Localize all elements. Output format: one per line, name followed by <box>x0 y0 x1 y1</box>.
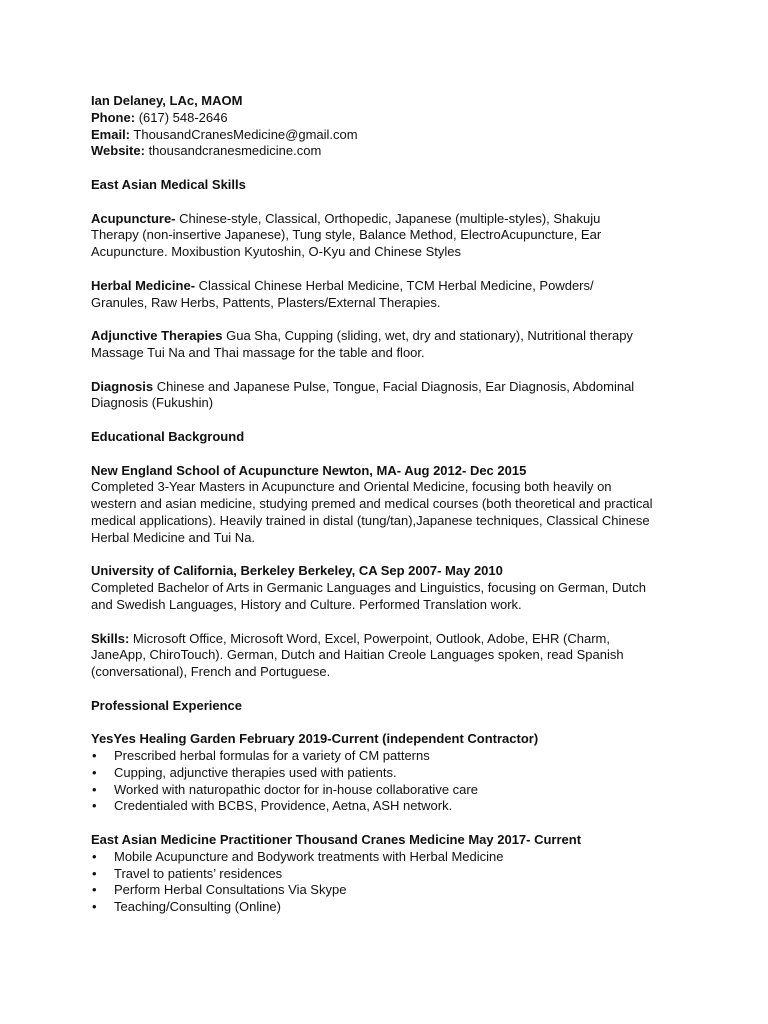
spacer <box>91 160 691 177</box>
list-item <box>91 899 691 916</box>
acupuncture-paragraph <box>91 211 651 261</box>
spacer <box>91 714 691 731</box>
website-line <box>91 143 691 160</box>
job-1-duties <box>91 748 691 815</box>
computer-skills-text: Microsoft Office, Microsoft Word, Excel, Powerpoint, Outlook, Adobe, EHR (Charm, JaneApp, ChiroTouch). German, Dutch and Haitian Creole Languages spoken, read Spanish (conversational), French and Portuguese. <box>91 630 624 680</box>
acupuncture-text: Chinese-style, Classical, Orthopedic, Japanese (multiple-styles), Shakuju Therapy (non-insertive Japanese), Tung style, Balance Method, ElectroAcupuncture, Ear Acupuncture. Moxibustion Kyutoshin, O-Kyu and Chinese Styles <box>91 210 602 260</box>
job-2-duties <box>91 849 691 916</box>
website-label: Website: <box>91 143 145 159</box>
spacer <box>91 194 691 211</box>
bullet-icon: • <box>92 748 97 764</box>
herbal-paragraph <box>91 278 636 312</box>
job-1-title: YesYes Healing Garden February 2019-Current (independent Contractor) <box>91 731 539 747</box>
email-label: Email: <box>91 126 131 142</box>
spacer <box>91 261 691 278</box>
job-1-duty: Prescribed herbal formulas for a variety of CM patterns <box>114 748 430 764</box>
spacer <box>91 815 691 832</box>
list-item <box>91 748 691 765</box>
school-1-description: Completed 3-Year Masters in Acupuncture and Oriental Medicine, focusing both heavily on western and asian medicine, studying premed and medical courses (both theoretical and practical medical applications). Heavily trained in distal (tung/tan),Japanese techniques, Classical Chinese Herbal Medicine and Tui Na. <box>91 479 653 545</box>
spacer <box>91 614 691 631</box>
adjunctive-label: Adjunctive Therapies <box>91 328 223 344</box>
education-heading: Educational Background <box>91 428 245 444</box>
adjunctive-text: Gua Sha, Cupping (sliding, wet, dry and stationary), Nutritional therapy Massage Tui Na and Thai massage for the table and floor. <box>91 328 633 360</box>
school-2-description: Completed Bachelor of Arts in Germanic Languages and Linguistics, focusing on German, Dutch and Swedish Languages, History and Culture. Performed Translation work. <box>91 580 646 612</box>
phone-label: Phone: <box>91 109 136 125</box>
list-item <box>91 866 691 883</box>
job-1-duty: Worked with naturopathic doctor for in-house collaborative care <box>114 781 478 797</box>
job-2-duty: Mobile Acupuncture and Bodywork treatments with Herbal Medicine <box>114 848 504 864</box>
list-item <box>91 798 691 815</box>
job-2-duty: Perform Herbal Consultations Via Skype <box>114 882 347 898</box>
resume-name: Ian Delaney, LAc, MAOM <box>91 93 243 108</box>
diagnosis-label: Diagnosis <box>91 378 154 394</box>
diagnosis-paragraph <box>91 379 681 413</box>
bullet-icon: • <box>92 781 97 797</box>
diagnosis-text: Chinese and Japanese Pulse, Tongue, Facial Diagnosis, Ear Diagnosis, Abdominal Diagnosis (Fukushin) <box>91 378 635 411</box>
school-2-title: University of California, Berkeley Berkeley, CA Sep 2007- May 2010 <box>91 563 503 579</box>
spacer <box>91 362 691 379</box>
job-2-duty: Travel to patients’ residences <box>114 865 283 881</box>
website-value: thousandcranesmedicine.com <box>148 143 322 159</box>
email-line <box>91 127 691 144</box>
school-1-title: New England School of Acupuncture Newton, MA- Aug 2012- Dec 2015 <box>91 462 527 478</box>
spacer <box>91 681 691 698</box>
list-item <box>91 882 691 899</box>
phone-value: (617) 548-2646 <box>138 109 228 125</box>
job-2-title: East Asian Medicine Practitioner Thousand Cranes Medicine May 2017- Current <box>91 832 582 848</box>
bullet-icon: • <box>92 865 97 881</box>
bullet-icon: • <box>92 882 97 898</box>
spacer <box>91 446 691 463</box>
spacer <box>91 311 691 328</box>
skills-heading: East Asian Medical Skills <box>91 176 246 192</box>
adjunctive-paragraph <box>91 328 675 362</box>
computer-skills-paragraph <box>91 631 666 681</box>
bullet-icon: • <box>92 798 97 814</box>
herbal-text: Classical Chinese Herbal Medicine, TCM Herbal Medicine, Powders/ Granules, Raw Herbs, Pattents, Plasters/External Therapies. <box>91 277 594 310</box>
spacer <box>91 412 691 429</box>
acupuncture-label: Acupuncture- <box>91 210 176 226</box>
bullet-icon: • <box>92 764 97 780</box>
experience-heading: Professional Experience <box>91 697 243 713</box>
spacer <box>91 547 691 564</box>
list-item <box>91 849 691 866</box>
list-item <box>91 765 691 782</box>
bullet-icon: • <box>92 848 97 864</box>
email-value: ThousandCranesMedicine@gmail.com <box>133 126 358 142</box>
list-item <box>91 782 691 799</box>
job-1-duty: Cupping, adjunctive therapies used with patients. <box>114 764 397 780</box>
job-2-duty: Teaching/Consulting (Online) <box>114 899 281 915</box>
resume-document <box>91 93 691 916</box>
herbal-label: Herbal Medicine- <box>91 277 196 293</box>
computer-skills-label: Skills: <box>91 630 130 646</box>
bullet-icon: • <box>92 899 97 915</box>
job-1-duty: Credentialed with BCBS, Providence, Aetna, ASH network. <box>114 798 453 814</box>
phone-line <box>91 110 691 127</box>
